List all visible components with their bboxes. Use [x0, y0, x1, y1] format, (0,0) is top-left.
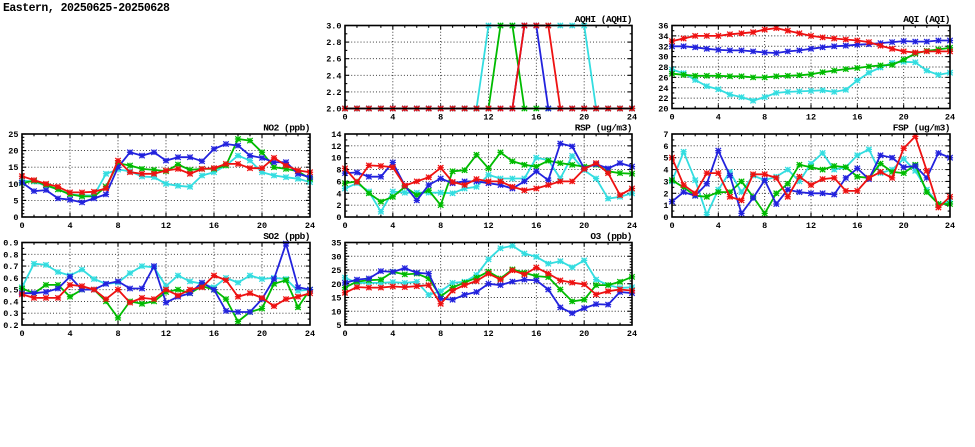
- y-tick-label: 0.3: [3, 309, 19, 320]
- x-tick-label: 4: [390, 221, 396, 231]
- chart-title-no2: NO2 (ppb): [263, 122, 310, 134]
- series-markers-blue: [669, 38, 953, 56]
- x-tick-label: 0: [19, 221, 25, 231]
- x-tick-label: 20: [898, 221, 909, 231]
- series-line-green: [22, 139, 310, 196]
- series-markers-green: [342, 23, 635, 111]
- x-tick-label: 4: [67, 329, 73, 339]
- x-tick-label: 12: [160, 221, 172, 231]
- chart-title-so2: SO2 (ppb): [263, 231, 310, 242]
- y-tick-label: 25: [331, 266, 342, 276]
- x-tick-label: 16: [852, 221, 863, 231]
- y-tick-label: 0.8: [3, 250, 19, 261]
- x-tick-label: 0: [342, 329, 348, 339]
- y-tick-label: 36: [658, 21, 669, 32]
- x-tick-label: 24: [626, 329, 638, 339]
- y-tick-label: 0.4: [3, 297, 19, 308]
- series-cyan: [669, 59, 953, 103]
- x-tick-label: 16: [208, 329, 220, 339]
- x-tick-label: 20: [579, 329, 590, 339]
- y-tick-label: 0.2: [3, 321, 19, 331]
- x-tick-label: 24: [944, 221, 956, 231]
- x-tick-label: 12: [483, 112, 494, 123]
- x-tick-label: 0: [669, 221, 675, 231]
- y-tick-label: 10: [331, 307, 342, 318]
- series-blue: [342, 23, 635, 111]
- x-tick-label: 12: [805, 112, 817, 123]
- y-tick-label: 26: [658, 73, 669, 84]
- y-tick-label: 8: [336, 165, 342, 176]
- x-tick-label: 8: [438, 112, 444, 123]
- y-tick-label: 2.6: [326, 54, 342, 65]
- y-tick-label: 0.7: [3, 262, 19, 273]
- x-tick-label: 8: [115, 329, 121, 339]
- y-tick-label: 2.0: [326, 104, 342, 115]
- chart-title-aqhi: AQHI (AQHI): [574, 14, 632, 25]
- x-tick-label: 8: [115, 221, 121, 231]
- x-tick-label: 8: [438, 329, 444, 339]
- series-markers-cyan: [669, 147, 953, 218]
- y-tick-label: 34: [658, 31, 669, 42]
- y-tick-label: 2.8: [326, 38, 342, 49]
- y-tick-label: 30: [658, 52, 669, 63]
- chart-no2: [8, 123, 315, 232]
- y-tick-label: 2.4: [326, 71, 342, 82]
- y-tick-label: 25: [8, 130, 19, 140]
- series-blue: [669, 38, 953, 56]
- y-tick-label: 5: [663, 153, 669, 164]
- y-tick-label: 14: [331, 130, 342, 140]
- y-tick-label: 12: [331, 141, 342, 152]
- y-tick-label: 6: [336, 177, 342, 188]
- series-markers-cyan: [669, 59, 953, 103]
- chart-aqhi: [326, 14, 637, 123]
- y-tick-label: 15: [8, 163, 19, 174]
- x-tick-label: 16: [208, 221, 220, 231]
- y-tick-label: 3.0: [326, 21, 342, 32]
- y-tick-label: 24: [658, 83, 669, 94]
- y-tick-label: 2: [336, 201, 342, 212]
- x-tick-label: 4: [715, 221, 721, 231]
- x-tick-label: 16: [531, 112, 542, 123]
- x-tick-label: 20: [898, 112, 909, 123]
- gridlines: [345, 26, 632, 109]
- series-cyan: [342, 23, 635, 111]
- x-tick-label: 24: [304, 329, 316, 339]
- chart-title-o3: O3 (ppb): [590, 231, 632, 242]
- y-tick-label: 0: [13, 213, 19, 223]
- x-tick-label: 0: [19, 329, 25, 339]
- x-tick-label: 8: [762, 221, 768, 231]
- chart-title-rsp: RSP (ug/m3): [574, 122, 632, 134]
- series-markers-cyan: [342, 23, 635, 111]
- y-tick-label: 2.2: [326, 87, 342, 98]
- x-tick-label: 24: [944, 112, 956, 123]
- y-tick-label: 5: [13, 196, 19, 207]
- x-tick-label: 4: [67, 221, 73, 231]
- y-tick-label: 0.6: [3, 273, 19, 284]
- y-tick-label: 15: [331, 293, 342, 304]
- y-tick-label: 30: [331, 252, 342, 263]
- x-tick-label: 0: [669, 112, 675, 123]
- y-tick-label: 22: [658, 94, 669, 105]
- chart-so2: [3, 231, 315, 339]
- page-title: Eastern, 20250625-20250628: [3, 2, 170, 15]
- x-tick-label: 4: [390, 112, 396, 123]
- x-tick-label: 8: [762, 112, 768, 123]
- gridlines: [22, 134, 310, 217]
- y-tick-label: 0.9: [3, 238, 19, 249]
- y-tick-label: 0: [336, 213, 342, 223]
- y-tick-label: 6: [663, 141, 669, 152]
- y-tick-label: 0.5: [3, 285, 19, 296]
- x-tick-label: 12: [805, 221, 817, 231]
- y-tick-label: 20: [8, 146, 19, 157]
- series-markers-red: [342, 23, 635, 111]
- y-tick-label: 35: [331, 238, 342, 249]
- y-tick-label: 1: [663, 201, 669, 212]
- x-tick-label: 16: [852, 112, 863, 123]
- series-green: [342, 23, 635, 111]
- y-tick-label: 4: [336, 189, 342, 200]
- x-tick-label: 16: [531, 329, 542, 339]
- y-tick-label: 7: [663, 130, 669, 140]
- x-tick-label: 12: [483, 329, 494, 339]
- x-tick-label: 20: [256, 329, 268, 339]
- x-tick-label: 24: [304, 221, 316, 231]
- series-line-blue: [672, 151, 950, 214]
- x-tick-label: 12: [160, 329, 172, 339]
- chart-title-fsp: FSP (ug/m3): [892, 122, 950, 134]
- x-tick-label: 4: [715, 112, 721, 123]
- y-tick-label: 5: [336, 321, 342, 331]
- x-tick-label: 12: [483, 221, 494, 231]
- x-tick-label: 0: [342, 221, 348, 231]
- chart-rsp: [331, 123, 637, 232]
- chart-fsp: [663, 123, 955, 232]
- x-tick-label: 8: [438, 221, 444, 231]
- y-tick-label: 32: [658, 42, 669, 53]
- x-tick-label: 24: [626, 112, 638, 123]
- chart-aqi: [658, 14, 955, 123]
- x-tick-label: 20: [256, 221, 268, 231]
- chart-o3: [331, 231, 637, 339]
- y-tick-label: 10: [331, 153, 342, 164]
- series-red: [342, 23, 635, 111]
- y-tick-label: 0: [663, 213, 669, 223]
- y-tick-label: 2: [663, 189, 669, 200]
- x-tick-label: 24: [626, 221, 638, 231]
- y-tick-label: 20: [331, 279, 342, 290]
- series-line-cyan: [672, 62, 950, 101]
- x-tick-label: 20: [579, 112, 590, 123]
- y-tick-label: 3: [663, 177, 669, 188]
- x-tick-label: 20: [579, 221, 590, 231]
- y-tick-label: 28: [658, 63, 669, 73]
- series-markers-blue: [342, 23, 635, 111]
- x-tick-label: 4: [390, 329, 396, 339]
- chart-title-aqi: AQI (AQI): [903, 14, 950, 25]
- y-tick-label: 20: [658, 104, 669, 115]
- series-cyan: [669, 147, 953, 218]
- y-tick-label: 10: [8, 179, 19, 190]
- x-tick-label: 16: [531, 221, 542, 231]
- y-tick-label: 4: [663, 165, 669, 176]
- gridlines: [672, 134, 950, 217]
- x-tick-label: 0: [342, 112, 348, 123]
